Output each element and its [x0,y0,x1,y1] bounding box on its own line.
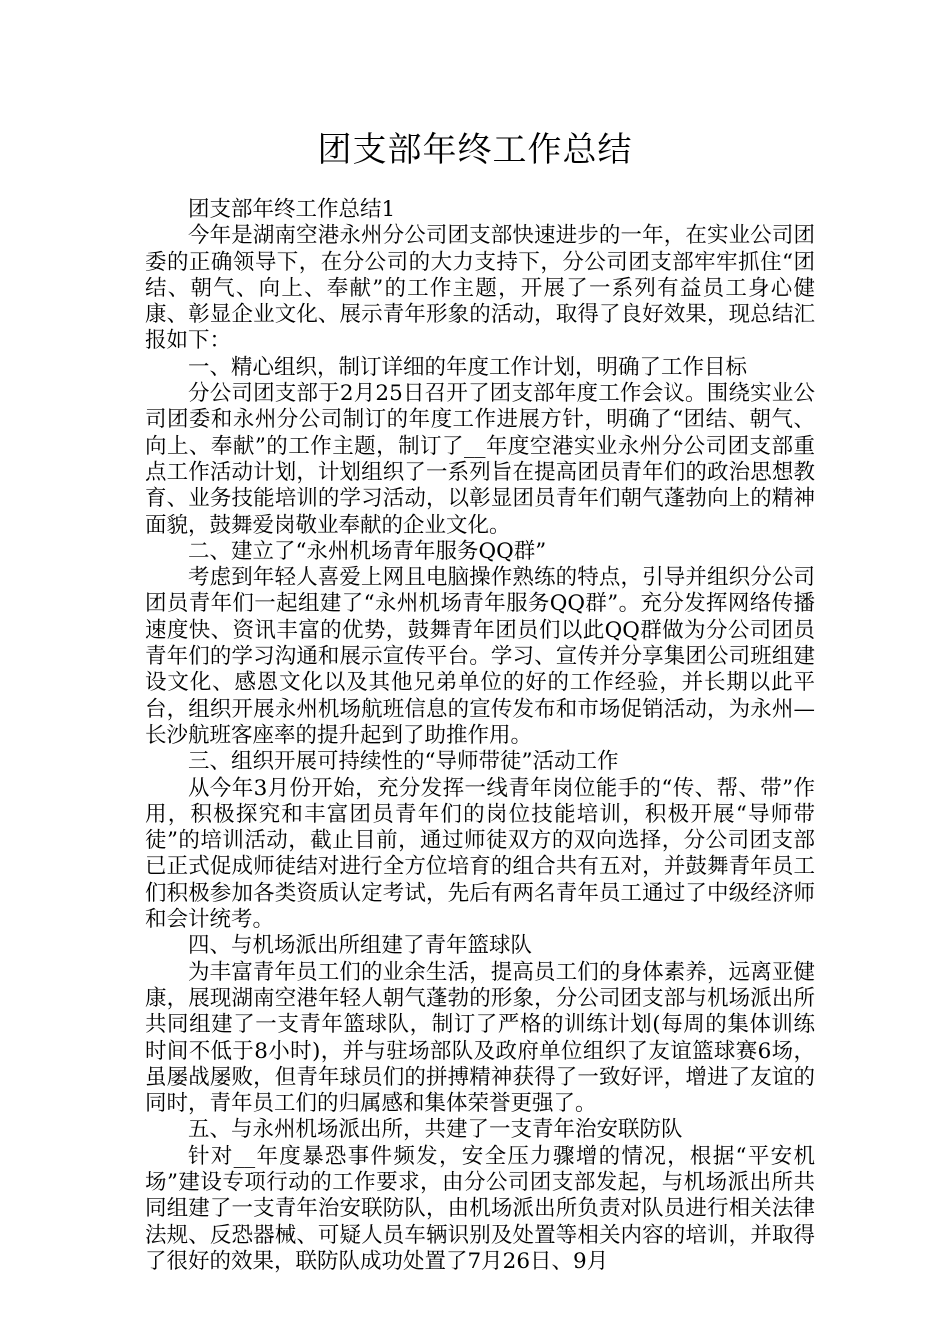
paragraph-section-5: 针对__年度暴恐事件频发，安全压力骤增的情况，根据“平安机场”建设专项行动的工作要求，由分公司团支部发起，与机场派出所共同组建了一支青年治安联防队，由机场派出所负责对队员进行相关法律法规、反恐器械、可疑人员车辆识别及处置等相关内容的培训，并取得了很好的效果，联防队成功处置了7月26日、9月 [145,1143,815,1274]
paragraph-subtitle: 团支部年终工作总结1 [188,197,396,222]
section-heading-1: 一、精心组织，制订详细的年度工作计划，明确了工作目标 [188,354,748,380]
paragraph-section-1: 分公司团支部于2月25日召开了团支部年度工作会议。围绕实业公司团委和永州分公司制订的年度工作进展方针，明确了“团结、朝气、向上、奉献”的工作主题，制订了__年度空港实业永州分公司团支部重点工作活动计划，计划组织了一系列旨在提高团员青年们的政治思想教育、业务技能培训的学习活动，以彰显团员青年们朝气蓬勃向上的精神面貌，鼓舞爱岗敬业奉献的企业文化。 [145,381,815,538]
paragraph-section-2: 考虑到年轻人喜爱上网且电脑操作熟练的特点，引导并组织分公司团员青年们一起组建了“永州机场青年服务QQ群”。充分发挥网络传播速度快、资讯丰富的优势，鼓舞青年团员们以此QQ群做为分公司团员青年们的学习沟通和展示宣传平台。学习、宣传并分享集团公司班组建设文化、感恩文化以及其他兄弟单位的好的工作经验，并长期以此平台，组织开展永州机场航班信息的宣传发布和市场促销活动，为永州—长沙航班客座率的提升起到了助推作用。 [145,565,815,748]
paragraph-section-3: 从今年3月份开始，充分发挥一线青年岗位能手的“传、帮、带”作用，积极探究和丰富团员青年们的岗位技能培训，积极开展“导师带徒”的培训活动，截止目前，通过师徒双方的双向选择，分公司团支部已正式促成师徒结对进行全方位培育的组合共有五对，并鼓舞青年员工们积极参加各类资质认定考试，先后有两名青年员工通过了中级经济师和会计统考。 [145,775,815,933]
document-body [145,197,815,1275]
section-heading-2: 二、建立了“永州机场青年服务QQ群” [188,538,547,564]
section-heading-4: 四、与机场派出所组建了青年篮球队 [188,933,533,959]
paragraph-intro: 今年是湖南空港永州分公司团支部快速进步的一年，在实业公司团委的正确领导下，在分公司的大力支持下，分公司团支部牢牢抓住“团结、朝气、向上、奉献”的工作主题，开展了一系列有益员工身心健康、彰显企业文化、展示青年形象的活动，取得了良好效果，现总结汇报如下： [145,223,815,354]
document-title: 团支部年终工作总结 [317,130,633,170]
section-heading-3: 三、组织开展可持续性的“导师带徒”活动工作 [188,749,619,775]
paragraph-section-4: 为丰富青年员工们的业余生活，提高员工们的身体素养，远离亚健康，展现湖南空港年轻人朝气蓬勃的形象，分公司团支部与机场派出所共同组建了一支青年篮球队，制订了严格的训练计划(每周的集体训练时间不低于8小时)，并与驻场部队及政府单位组织了友谊篮球赛6场，虽屡战屡败，但青年球员们的拼搏精神获得了一致好评，增进了友谊的同时，青年员工们的归属感和集体荣誉更强了。 [145,959,815,1117]
section-heading-5: 五、与永州机场派出所，共建了一支青年治安联防队 [188,1117,683,1143]
